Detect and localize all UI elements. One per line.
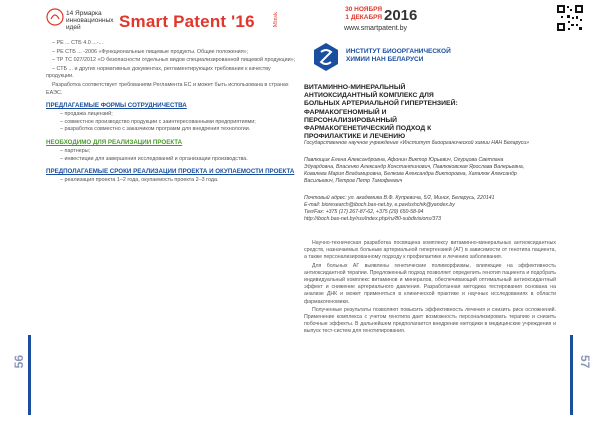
website-link[interactable]: http://iboch.bas-net.by/rus/index.php/ru/80-subdivisions/373 — [304, 216, 441, 222]
event-year: 2016 — [384, 7, 418, 24]
postal-address: Почтовый адрес: ул. академика В.Ф. Купревича, 5/2, Минск, Беларусь, 220141 — [304, 195, 495, 201]
institute-name: ИНСТИТУТ БИООРГАНИЧЕСКОЙ ХИМИИ НАН БЕЛАРУСИ — [346, 48, 451, 63]
phone-fax: Тел/Fax: +375 (17) 267-87-62, +375 (29) 650-58-94 — [304, 209, 424, 215]
fair-name: 14 Ярмарка инновационных идей — [66, 10, 114, 31]
intro-line: – ТР ТС 027/2012 «О безопасности отдельных видов специализированной пищевой продукции»; — [52, 57, 296, 64]
section-heading-timeline: ПРЕДПОЛАГАЕМЫЕ СРОКИ РЕАЛИЗАЦИИ ПРОЕКТА И ОКУПАЕМОСТИ ПРОЕКТА — [46, 168, 295, 176]
authors: Павлющик Елена Александровна, Афонин Виктор Юрьевич, Огурцова Светлана Эдуардовна, Власенко Александр Константинович, Павлюковская Ярослава Валерьевна, Ковалева Мария Владимировна, Белкова Александра Викторовна, Хапалюк Александр Васильевич, Петров Петр Тимофеевич — [304, 157, 525, 184]
list-item: – совместное производство продукции с заинтересованными предприятиями; — [60, 118, 256, 125]
list-item: – продажа лицензий; — [60, 111, 113, 118]
list-item: – инвестиции для завершения исследований и организации производства. — [60, 155, 248, 162]
left-page-number: 56 — [12, 355, 26, 369]
section-heading-requirements: НЕОБХОДИМО ДЛЯ РЕАЛИЗАЦИИ ПРОЕКТА — [46, 138, 183, 146]
left-header — [8, 4, 298, 34]
intro-line: – РЕ СТБ ... -2006 «Функциональные пищевые продукты. Общие положения»; — [52, 48, 249, 55]
body-paragraph: Для больных АГ выявлены генетические полиморфизмы, влияющие на эффективность антиоксидантной терапии. Предложенный подход позволяет определить генотип пациента и подобрать индивидуальный комплекс витаминов и минералов, обеспечивающий оптимальный антиоксидантный эффект и снижение артериального давления. Разработанная методика тестирования основана на анализе ДНК и может применяться в клинической практике и научных исследованиях в области фармакогеномики. — [304, 262, 556, 305]
project-title: ВИТАМИННО-МИНЕРАЛЬНЫЙ АНТИОКСИДАНТНЫЙ КОМПЛЕКС ДЛЯ БОЛЬНЫХ АРТЕРИАЛЬНОЙ ГИПЕРТЕНЗИЕЙ: ФАРМАКОГЕНОМНЫЙ И ПЕРСОНАЛИЗИРОВАННЫЙ ФАРМАКОГЕНЕТИЧЕСКИЙ ПОДХОД К ПРОФИЛАКТИКЕ И ЛЕЧЕНИЮ — [304, 84, 458, 141]
intro-line: Разработка соответствует требованиям Регламента ЕС и может быть использована в странах ЕАЭС. — [46, 81, 289, 96]
description-body — [304, 240, 556, 337]
intro-line: – РЕ ... СТБ 4.0 ...-... — [52, 40, 103, 46]
event-dates: 30 НОЯБРЯ 1 ДЕКАБРЯ — [345, 6, 382, 21]
right-page-side-bar — [570, 335, 573, 415]
institute-logo-icon — [312, 42, 340, 72]
list-item: – партнеры; — [60, 147, 91, 154]
event-title: Smart Patent '16 — [119, 12, 255, 31]
list-item: – реализация проекта 1–2 года, окупаемость проекта 2–3 года. — [60, 177, 219, 184]
intro-line: – СТБ ... и других нормативных документах, регламентирующих требования к качеству продукции. — [46, 65, 271, 80]
fair-logo-icon — [46, 8, 64, 26]
contact-block — [304, 195, 534, 223]
section-heading-cooperation: ПРЕДЛАГАЕМЫЕ ФОРМЫ СОТРУДНИЧЕСТВА — [46, 102, 187, 110]
right-page-number: 57 — [578, 355, 592, 369]
left-page-text — [46, 40, 298, 185]
event-city: Minsk — [273, 12, 279, 28]
body-paragraph: Полученные результаты позволяют повысить эффективность лечения и снизить риск осложнений. Применение комплекса с учетом генотипа дает возможность персонализировать терапию и снизить побочные эффекты. В дальнейшем предполагается внедрение методики в медицинские учреждения и выпуск тест-систем для генотипирования. — [304, 306, 556, 335]
body-paragraph: Научно-техническая разработка посвящена комплексу витаминно-минеральных антиоксидантных средств, назначаемых больным артериальной гипертензией (АГ) в зависимости от генотипа пациента, а также персонализированному подходу к профилактике и лечению заболевания. — [304, 240, 556, 261]
organization: Государственное научное учреждение «Институт биоорганической химии НАН Беларуси» — [304, 140, 530, 146]
qr-code-icon[interactable] — [556, 4, 584, 32]
left-page-side-bar — [28, 335, 31, 415]
email-address[interactable]: E-mail: bioresearch@iboch.bas-net.by, e.pavlushchik@yandex.by — [304, 202, 455, 208]
list-item: – разработка совместно с заказчиком программ для внедрения технологии. — [60, 126, 251, 133]
event-url[interactable]: www.smartpatent.by — [344, 25, 408, 32]
